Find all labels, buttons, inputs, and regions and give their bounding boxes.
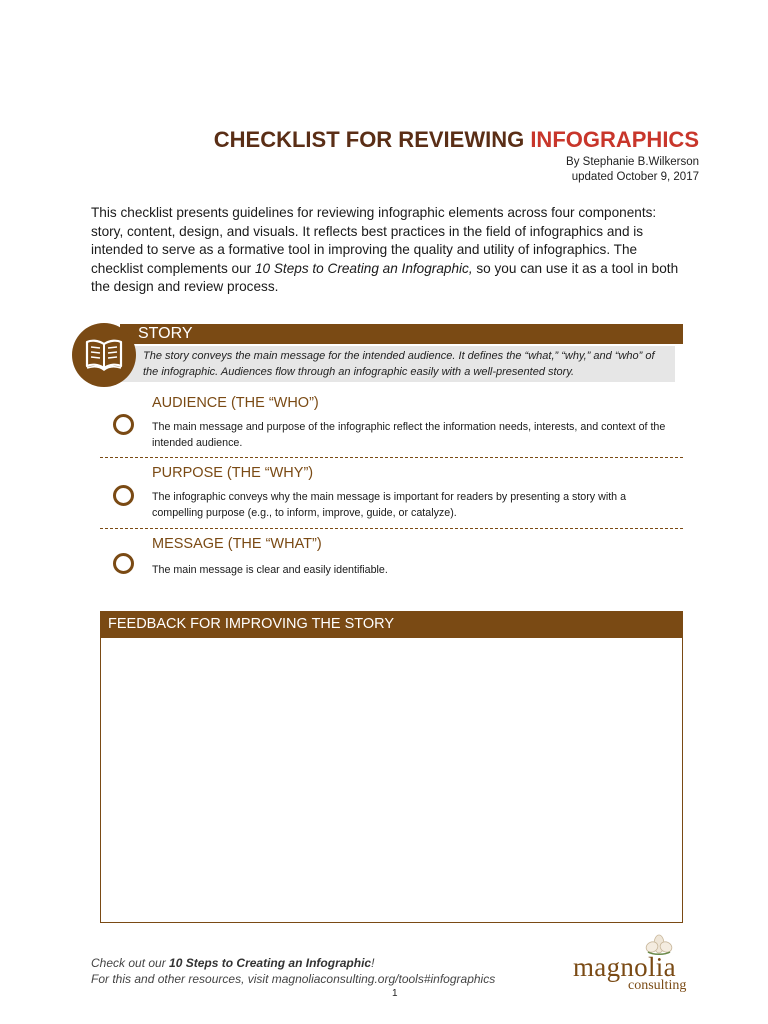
footer-line-1 bbox=[91, 956, 374, 970]
magnolia-logo bbox=[571, 934, 695, 996]
item-text: The infographic conveys why the main message is important for readers by presenting a story with a compelling purpose (e.g., to inform, improve, guide, or catalyze). bbox=[152, 491, 627, 519]
item-divider bbox=[100, 457, 683, 458]
item-heading: AUDIENCE (THE “WHO”) bbox=[152, 395, 319, 411]
intro-text-before: This checklist presents guidelines for reviewing infographic elements across four components: story, content, design, and visuals. It reflects best practices in the field of infographics and is intended to serve as a formative tool in improving the quality and utility of infographics. The checklist complements our bbox=[91, 205, 657, 276]
checkbox-message[interactable] bbox=[113, 553, 134, 574]
footer-line-2: For this and other resources, visit magnoliaconsulting.org/tools#infographics bbox=[91, 972, 496, 986]
item-divider bbox=[100, 528, 683, 529]
section-description: The story conveys the main message for the intended audience. It defines the “what,” “why,” and “who” of the infographic. Audiences flow through an infographic easily with a well-presented story. bbox=[120, 346, 675, 382]
section-icon-badge bbox=[72, 323, 136, 387]
footer-guide-link[interactable]: 10 Steps to Creating an Infographic bbox=[169, 956, 372, 970]
item-heading: PURPOSE (THE “WHY”) bbox=[152, 465, 314, 481]
author: By Stephanie B.Wilkerson bbox=[566, 156, 699, 168]
footer-prefix: Check out our bbox=[91, 956, 170, 970]
book-icon bbox=[84, 338, 124, 372]
section-title: STORY bbox=[138, 325, 193, 342]
checkbox-audience[interactable] bbox=[113, 414, 134, 435]
section-header-bar bbox=[120, 324, 683, 344]
logo-wordmark: magnolia bbox=[573, 952, 676, 982]
item-text: The main message and purpose of the infographic reflect the information needs, interests, and context of the intended audience. bbox=[152, 421, 666, 449]
logo-subtitle: consulting bbox=[628, 978, 687, 993]
page-title bbox=[214, 127, 699, 153]
title-main: CHECKLIST FOR REVIEWING bbox=[213, 127, 531, 152]
footer-suffix: ! bbox=[371, 956, 375, 970]
updated-date: updated October 9, 2017 bbox=[571, 171, 699, 183]
intro-paragraph bbox=[91, 204, 691, 297]
item-heading: MESSAGE (THE “WHAT”) bbox=[152, 536, 322, 552]
title-accent: INFOGRAPHICS bbox=[530, 127, 699, 152]
intro-text-after: so you can use it as a tool in both the design and review process. bbox=[91, 260, 679, 294]
intro-guide-title: 10 Steps to Creating an Infographic, bbox=[254, 260, 473, 276]
item-text: The main message is clear and easily identifiable. bbox=[152, 564, 388, 576]
page-number: 1 bbox=[392, 988, 398, 999]
feedback-box[interactable] bbox=[100, 611, 683, 923]
checkbox-purpose[interactable] bbox=[113, 485, 134, 506]
byline bbox=[566, 155, 699, 185]
feedback-title: FEEDBACK FOR IMPROVING THE STORY bbox=[101, 612, 682, 638]
